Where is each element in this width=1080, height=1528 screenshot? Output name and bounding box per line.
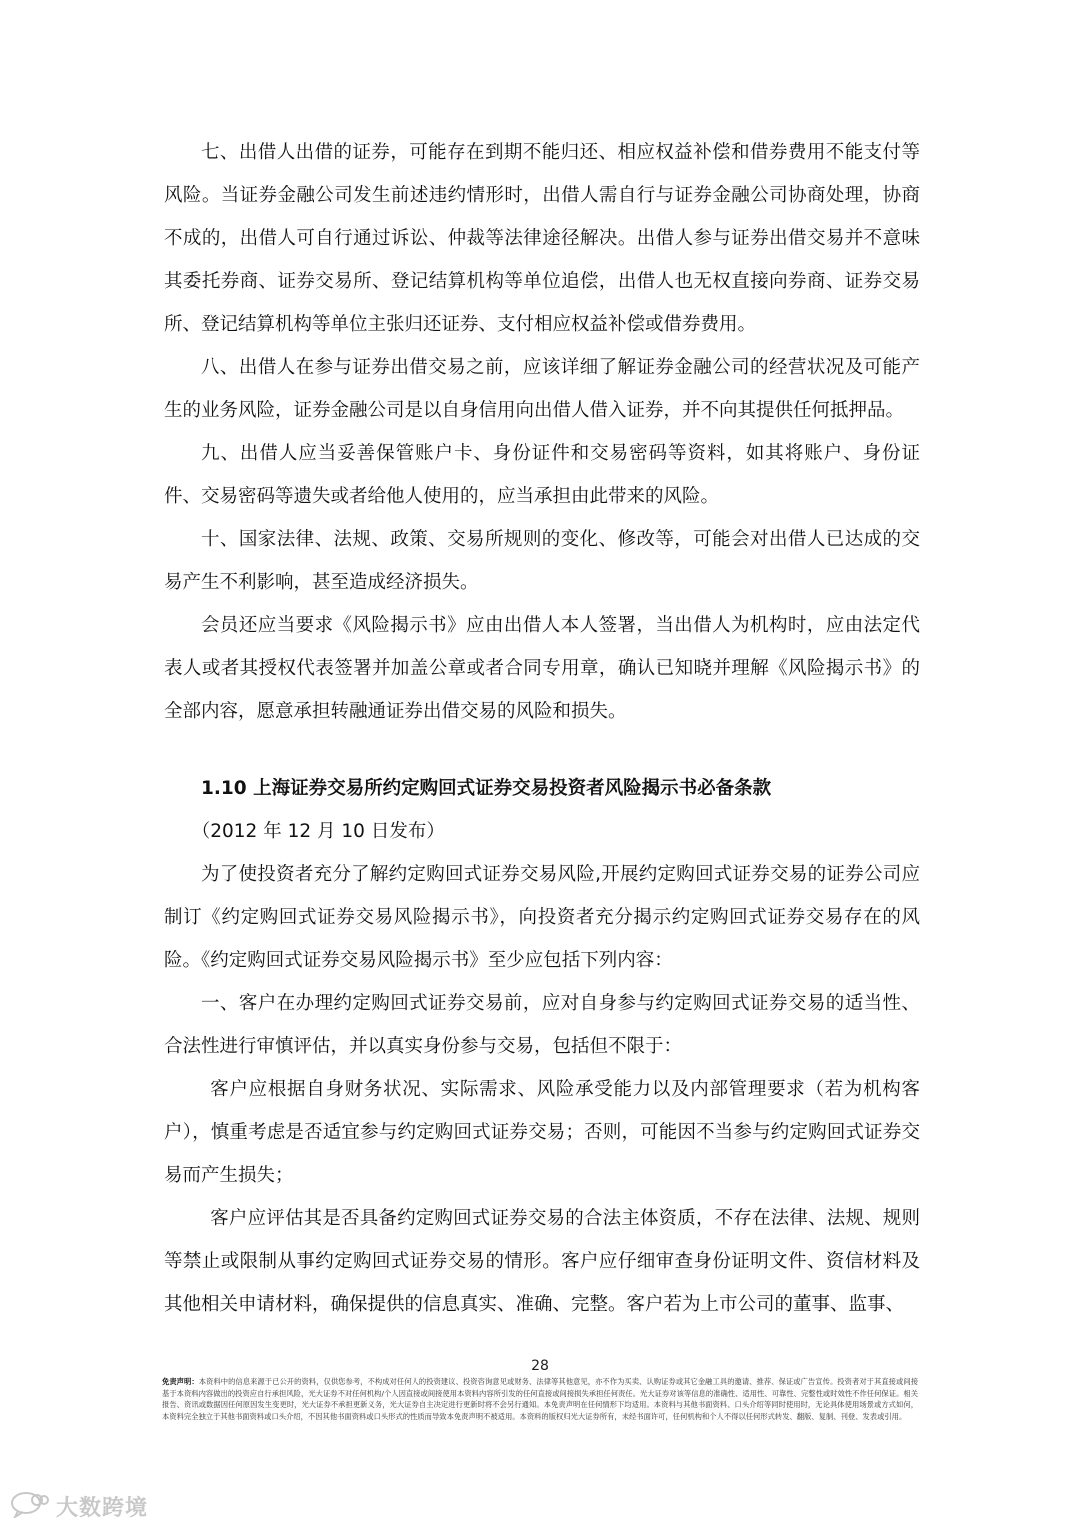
paragraph-item-10: 十、国家法律、法规、政策、交易所规则的变化、修改等，可能会对出借人已达成的交易产生不利影响，甚至造成经济损失。 xyxy=(164,529,920,593)
paragraph-item-8: 八、出借人在参与证券出借交易之前，应该详细了解证券金融公司的经营状况及可能产生的业务风险，证券金融公司是以自身信用向出借人借入证券，并不向其提供任何抵押品。 xyxy=(164,357,920,421)
section-1-10-block xyxy=(164,767,920,1326)
top-text-block xyxy=(164,131,920,733)
page-number: 28 xyxy=(531,1358,549,1374)
section-date: （2012 年 12 月 10 日发布） xyxy=(191,821,445,842)
watermark-text: 大数跨境 xyxy=(56,1495,149,1521)
sub-item-financial-status: 客户应根据自身财务状况、实际需求、风险承受能力以及内部管理要求（若为机构客户），慎重考虑是否适宜参与约定购回式证券交易；否则，可能因不当参与约定购回式证券交易而产生损失； xyxy=(164,1079,920,1186)
paragraph-item-7: 七、出借人出借的证券，可能存在到期不能归还、相应权益补偿和借券费用不能支付等风险。当证券金融公司发生前述违约情形时，出借人需自行与证券金融公司协商处理，协商不成的，出借人可自行通过诉讼、仲裁等法律途径解决。出借人参与证券出借交易并不意味其委托券商、证券交易所、登记结算机构等单位追偿，出借人也无权直接向券商、证券交易所、登记结算机构等单位主张归还证券、支付相应权益补偿或借券费用。 xyxy=(164,142,920,335)
section-intro: 为了使投资者充分了解约定购回式证券交易风险,开展约定购回式证券交易的证券公司应制订《约定购回式证券交易风险揭示书》，向投资者充分揭示约定购回式证券交易存在的风险。《约定购回式证券交易风险揭示书》至少应包括下列内容： xyxy=(164,864,920,971)
chat-bubble-logo-icon xyxy=(10,1490,50,1522)
disclaimer-label: 免责声明： xyxy=(162,1377,199,1386)
disclaimer-text: 本资料中的信息来源于已公开的资料，仅供您参考，不构成对任何人的投资建议、投资咨询意见或财务、法律等其他意见，亦不作为买卖、认购证券或其它金融工具的邀请、推荐、保证或广告宣传。投资者对于其直接或间接基于本资料内容做出的投资应自行承担风险，光大证券不对任何机构/个人因直接或间接使用本资料内容所引发的任何直接或间接损失承担任何责任。光大证券对该等信息的准确性、适用性、可靠性、完整性或时效性不作任何保证。相关报告、资讯或数据因任何原因发生变更时，光大证券不承担更新义务，光大证券自主决定进行更新时将不会另行通知。本免责声明在任何情形下均适用。本资料与其他书面资料、口头介绍等同时使用时，无论具体使用场景或方式如何，本资料完全独立于其他书面资料或口头介绍，不因其他书面资料或口头形式的性质而导致本免责声明不被适用。本资料的版权归光大证券所有，未经书面许可，任何机构和个人不得以任何形式转发、翻版、复制、刊登、发表或引用。 xyxy=(162,1377,918,1421)
disclaimer xyxy=(162,1376,918,1422)
paragraph-item-9: 九、出借人应当妥善保管账户卡、身份证件和交易密码等资料，如其将账户、身份证件、交易密码等遗失或者给他人使用的，应当承担由此带来的风险。 xyxy=(164,443,920,507)
watermark xyxy=(10,1490,148,1522)
section-heading: 1.10 上海证券交易所约定购回式证券交易投资者风险揭示书必备条款 xyxy=(201,778,772,799)
item-one: 一、客户在办理约定购回式证券交易前，应对自身参与约定购回式证券交易的适当性、合法性进行审慎评估，并以真实身份参与交易，包括但不限于： xyxy=(164,993,920,1057)
paragraph-member-requirement: 会员还应当要求《风险揭示书》应由出借人本人签署，当出借人为机构时，应由法定代表人或者其授权代表签署并加盖公章或者合同专用章，确认已知晓并理解《风险揭示书》的全部内容，愿意承担转融通证券出借交易的风险和损失。 xyxy=(164,615,920,722)
sub-item-legal-qualification: 客户应评估其是否具备约定购回式证券交易的合法主体资质，不存在法律、法规、规则等禁止或限制从事约定购回式证券交易的情形。客户应仔细审查身份证明文件、资信材料及其他相关申请材料，确保提供的信息真实、准确、完整。客户若为上市公司的董事、监事、 xyxy=(164,1208,920,1315)
